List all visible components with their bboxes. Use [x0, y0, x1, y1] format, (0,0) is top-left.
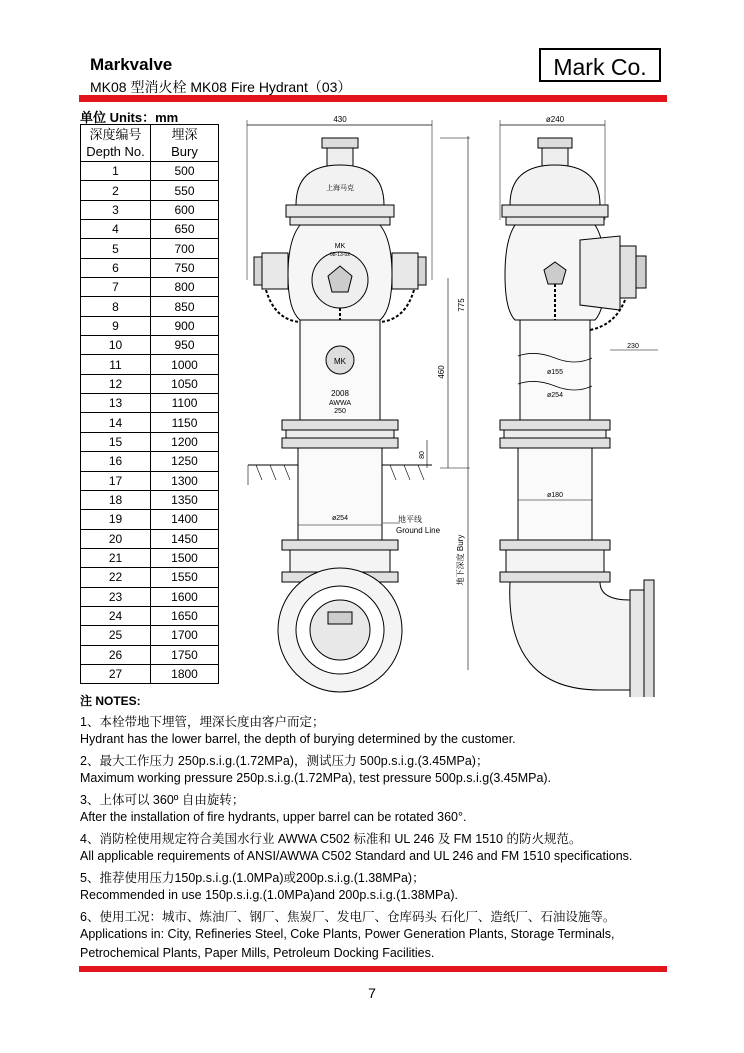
table-row [81, 471, 219, 490]
table-row [81, 374, 219, 393]
note-line: 6、使用工况：城市、炼油厂、钢厂、焦炭厂、发电厂、仓库码头 石化厂、造纸厂、石油设施等。 [80, 910, 616, 924]
table-row [81, 664, 219, 683]
bury-cell: 1800 [151, 664, 219, 683]
document-subtitle: MK08 型消火栓 MK08 Fire Hydrant（03） [90, 79, 352, 95]
cast-year-text: 2008 [331, 389, 349, 398]
bury-cell: 1400 [151, 510, 219, 529]
dim-180-label: ø180 [547, 492, 563, 499]
bury-cell: 1350 [151, 490, 219, 509]
dim-80-label: 80 [419, 451, 426, 459]
note-line: After the installation of fire hydrants, upper barrel can be rotated 360°. [80, 810, 467, 824]
dim-430-label: 430 [333, 115, 347, 124]
footer-divider [79, 966, 667, 972]
notes-heading: 注 NOTES: [80, 694, 141, 708]
note-line: 5、推荐使用压力150p.s.i.g.(1.0MPa)或200p.s.i.g.(1.38MPa)； [80, 871, 425, 885]
note-line: Applications in: City, Refineries Steel, Coke Plants, Power Generation Plants, Storage Terminals, [80, 927, 615, 941]
table-row [81, 548, 219, 567]
ground-line-en: Ground Line [396, 526, 441, 535]
depth-no-cell: 9 [81, 316, 151, 335]
bury-dimension-label: 地下深度 Bury [456, 534, 465, 586]
note-line: 1、本栓带地下埋管，埋深长度由客户而定； [80, 715, 325, 729]
bury-cell: 1500 [151, 548, 219, 567]
table-header-row [81, 125, 219, 162]
table-row [81, 413, 219, 432]
depth-no-header-cn: 深度编号 [89, 127, 142, 142]
table-row [81, 510, 219, 529]
cast-maker-text: 上海马克 [326, 185, 354, 192]
table-row [81, 316, 219, 335]
depth-no-cell: 15 [81, 432, 151, 451]
depth-no-cell: 18 [81, 490, 151, 509]
dim-254-left-label: ø254 [332, 515, 348, 522]
note-line: Recommended in use 150p.s.i.g.(1.0MPa)and 200p.s.i.g.(1.38MPa). [80, 888, 458, 902]
table-row [81, 336, 219, 355]
depth-no-header [81, 125, 151, 162]
bury-cell: 1200 [151, 432, 219, 451]
bury-cell: 1450 [151, 529, 219, 548]
company-logo: Mark Co. [539, 48, 661, 82]
table-row [81, 452, 219, 471]
note-line: 3、上体可以 360º 自由旋转； [80, 793, 245, 807]
depth-no-cell: 4 [81, 220, 151, 239]
bury-cell: 1650 [151, 606, 219, 625]
depth-no-cell: 19 [81, 510, 151, 529]
cast-date-text: 08-13-02 [329, 252, 351, 258]
bury-cell: 550 [151, 181, 219, 200]
dim-254-right-label: ø254 [547, 392, 563, 399]
note-line: Maximum working pressure 250p.s.i.g.(1.72MPa), test pressure 500p.s.i.g(3.45MPa). [80, 771, 552, 785]
bury-cell: 1000 [151, 355, 219, 374]
depth-no-cell: 1 [81, 162, 151, 181]
table-row [81, 278, 219, 297]
table-row [81, 297, 219, 316]
depth-no-cell: 2 [81, 181, 151, 200]
table-row [81, 200, 219, 219]
depth-table [80, 124, 219, 684]
depth-no-cell: 27 [81, 664, 151, 683]
bury-cell: 1150 [151, 413, 219, 432]
bury-cell: 1100 [151, 394, 219, 413]
depth-no-cell: 22 [81, 568, 151, 587]
dim-240-label: ø240 [545, 115, 565, 124]
table-row [81, 490, 219, 509]
depth-no-cell: 14 [81, 413, 151, 432]
depth-no-cell: 11 [81, 355, 151, 374]
depth-no-cell: 12 [81, 374, 151, 393]
table-row [81, 529, 219, 548]
bury-header-cn: 埋深 [171, 127, 198, 142]
hydrant-drawing [230, 112, 670, 697]
table-row [81, 587, 219, 606]
bury-cell: 900 [151, 316, 219, 335]
bury-cell: 800 [151, 278, 219, 297]
bury-cell: 950 [151, 336, 219, 355]
table-row [81, 568, 219, 587]
depth-table-body [81, 162, 219, 684]
depth-no-cell: 10 [81, 336, 151, 355]
cast-awwa-text: AWWA [328, 400, 352, 407]
bury-cell: 650 [151, 220, 219, 239]
depth-no-cell: 23 [81, 587, 151, 606]
table-row [81, 162, 219, 181]
bury-cell: 1550 [151, 568, 219, 587]
dim-230-label: 230 [627, 343, 639, 350]
bury-cell: 600 [151, 200, 219, 219]
depth-no-cell: 8 [81, 297, 151, 316]
depth-no-cell: 17 [81, 471, 151, 490]
dim-155-label: ø155 [547, 369, 563, 376]
table-row [81, 355, 219, 374]
depth-no-cell: 26 [81, 645, 151, 664]
svg-text:MK: MK [334, 357, 346, 366]
depth-no-cell: 20 [81, 529, 151, 548]
bury-cell: 1750 [151, 645, 219, 664]
dim-775-label: 775 [457, 298, 466, 312]
depth-no-cell: 24 [81, 606, 151, 625]
table-row [81, 239, 219, 258]
depth-no-cell: 3 [81, 200, 151, 219]
front-view [247, 115, 470, 692]
side-view [500, 115, 658, 697]
table-row [81, 394, 219, 413]
cast-250-text: 250 [334, 408, 346, 415]
header-divider [79, 95, 667, 102]
table-row [81, 626, 219, 645]
bury-cell: 1050 [151, 374, 219, 393]
bury-cell: 1700 [151, 626, 219, 645]
bury-cell: 1600 [151, 587, 219, 606]
table-row [81, 606, 219, 625]
bury-cell: 500 [151, 162, 219, 181]
brand-name: Markvalve [90, 55, 173, 74]
depth-no-cell: 6 [81, 258, 151, 277]
depth-no-cell: 21 [81, 548, 151, 567]
bury-cell: 750 [151, 258, 219, 277]
table-row [81, 220, 219, 239]
depth-no-cell: 7 [81, 278, 151, 297]
note-line: All applicable requirements of ANSI/AWWA C502 Standard and UL 246 and FM 1510 specifications. [80, 849, 633, 863]
note-line: 4、消防栓使用规定符合美国水行业 AWWA C502 标准和 UL 246 及 FM 1510 的防火规范。 [80, 832, 582, 846]
bury-cell: 850 [151, 297, 219, 316]
note-line: Hydrant has the lower barrel, the depth of burying determined by the customer. [80, 732, 516, 746]
bury-header [151, 125, 219, 162]
bury-header-en: Bury [171, 144, 198, 159]
dim-460-label: 460 [437, 365, 446, 379]
depth-no-cell: 16 [81, 452, 151, 471]
table-row [81, 181, 219, 200]
note-line: Petrochemical Plants, Paper Mills, Petroleum Docking Facilities. [80, 946, 435, 960]
depth-no-cell: 5 [81, 239, 151, 258]
depth-no-cell: 13 [81, 394, 151, 413]
depth-no-cell: 25 [81, 626, 151, 645]
page-number: 7 [368, 985, 376, 1001]
units-label: 单位 Units：mm [80, 110, 179, 125]
table-row [81, 258, 219, 277]
note-line: 2、最大工作压力 250p.s.i.g.(1.72MPa)，测试压力 500p.s.i.g.(3.45MPa)； [80, 754, 489, 768]
bury-cell: 1300 [151, 471, 219, 490]
bury-cell: 700 [151, 239, 219, 258]
depth-no-header-en: Depth No. [86, 144, 145, 159]
table-row [81, 432, 219, 451]
table-row [81, 645, 219, 664]
ground-line-cn: 地平线 [398, 515, 422, 524]
cast-mk-text: MK [334, 243, 346, 250]
bury-cell: 1250 [151, 452, 219, 471]
